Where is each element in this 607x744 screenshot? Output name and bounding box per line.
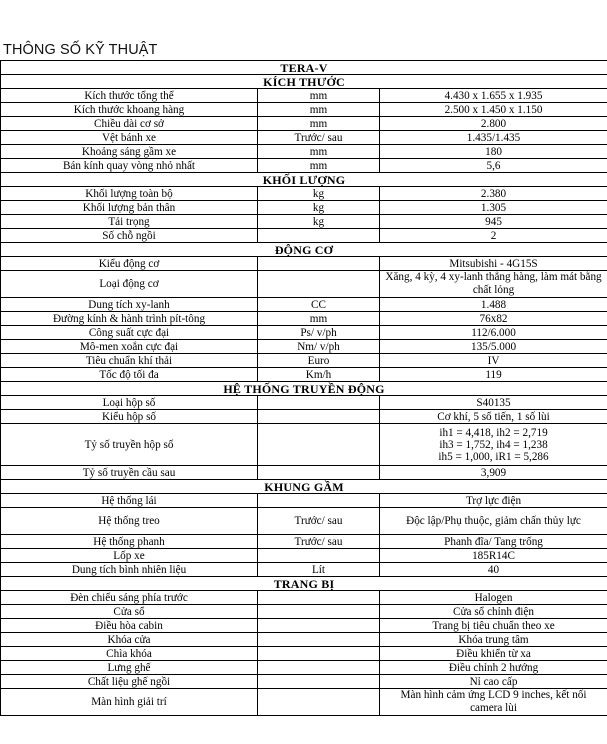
spec-unit: Trước/ sau: [258, 535, 380, 549]
spec-value: Cơ khí, 5 số tiến, 1 số lùi: [380, 410, 607, 424]
spec-row: [1, 187, 607, 201]
spec-row: [1, 535, 607, 549]
spec-unit: [258, 689, 380, 716]
spec-value: 3,909: [380, 466, 607, 480]
section-header-row: [1, 577, 607, 591]
spec-label: Tỷ số truyền hộp số: [1, 424, 258, 466]
spec-value: [380, 424, 607, 466]
section-title: KHUNG GẦM: [1, 480, 607, 494]
spec-value: Độc lập/Phụ thuộc, giảm chấn thủy lực: [380, 508, 607, 535]
section-header-row: [1, 243, 607, 257]
spec-label: Tiêu chuẩn khí thải: [1, 354, 258, 368]
spec-label: Tải trọng: [1, 215, 258, 229]
spec-label: Loại động cơ: [1, 271, 258, 298]
spec-unit: mm: [258, 89, 380, 103]
spec-unit: mm: [258, 145, 380, 159]
spec-row: [1, 633, 607, 647]
spec-row: [1, 312, 607, 326]
spec-unit: [258, 229, 380, 243]
spec-unit: Trước/ sau: [258, 131, 380, 145]
spec-row: [1, 340, 607, 354]
spec-value: Điều chỉnh 2 hướng: [380, 661, 607, 675]
spec-unit: [258, 396, 380, 410]
spec-label: Điều hòa cabin: [1, 619, 258, 633]
spec-label: Khóa cửa: [1, 633, 258, 647]
spec-row: [1, 591, 607, 605]
spec-label: Kiểu động cơ: [1, 257, 258, 271]
spec-unit: [258, 661, 380, 675]
spec-row: [1, 145, 607, 159]
spec-value: Halogen: [380, 591, 607, 605]
spec-unit: [258, 591, 380, 605]
spec-value: 5,6: [380, 159, 607, 173]
spec-unit: [258, 633, 380, 647]
spec-row: [1, 605, 607, 619]
spec-unit: kg: [258, 215, 380, 229]
spec-label: Dung tích xy-lanh: [1, 298, 258, 312]
section-title: KÍCH THƯỚC: [1, 75, 607, 89]
spec-label: Lốp xe: [1, 549, 258, 563]
spec-value: Mitsubishi - 4G15S: [380, 257, 607, 271]
spec-label: Mô-men xoắn cực đại: [1, 340, 258, 354]
spec-label: Chất liệu ghế ngồi: [1, 675, 258, 689]
spec-label: Hệ thống lái: [1, 494, 258, 508]
spec-value: 135/5.000: [380, 340, 607, 354]
spec-unit: Euro: [258, 354, 380, 368]
spec-value: Trang bị tiêu chuẩn theo xe: [380, 619, 607, 633]
spec-row: [1, 89, 607, 103]
spec-label: Kích thước tổng thể: [1, 89, 258, 103]
spec-value: 1.435/1.435: [380, 131, 607, 145]
section-title: KHỐI LƯỢNG: [1, 173, 607, 187]
spec-row: [1, 117, 607, 131]
spec-row: [1, 675, 607, 689]
spec-row: [1, 229, 607, 243]
spec-value: 112/6.000: [380, 326, 607, 340]
spec-row: [1, 103, 607, 117]
spec-value: 2.800: [380, 117, 607, 131]
spec-row: [1, 298, 607, 312]
spec-unit: mm: [258, 312, 380, 326]
spec-value: 76x82: [380, 312, 607, 326]
spec-row: [1, 271, 607, 298]
spec-value: S40135: [380, 396, 607, 410]
spec-table: [0, 60, 607, 716]
spec-label: Chiều dài cơ sở: [1, 117, 258, 131]
spec-row: [1, 354, 607, 368]
spec-label: Số chỗ ngồi: [1, 229, 258, 243]
spec-value: Trợ lực điện: [380, 494, 607, 508]
spec-unit: mm: [258, 159, 380, 173]
spec-unit: Ps/ v/ph: [258, 326, 380, 340]
spec-value: 2.500 x 1.450 x 1.150: [380, 103, 607, 117]
spec-unit: [258, 257, 380, 271]
spec-value: 119: [380, 368, 607, 382]
spec-value: 1.488: [380, 298, 607, 312]
spec-label: Dung tích bình nhiên liệu: [1, 563, 258, 577]
spec-label: Khối lượng toàn bộ: [1, 187, 258, 201]
spec-unit: [258, 466, 380, 480]
spec-label: Vệt bánh xe: [1, 131, 258, 145]
spec-value: IV: [380, 354, 607, 368]
spec-unit: CC: [258, 298, 380, 312]
spec-value: 185R14C: [380, 549, 607, 563]
spec-value: 4.430 x 1.655 x 1.935: [380, 89, 607, 103]
section-header-row: [1, 75, 607, 89]
spec-unit: Km/h: [258, 368, 380, 382]
spec-value: 1.305: [380, 201, 607, 215]
section-title: HỆ THỐNG TRUYỀN ĐỘNG: [1, 382, 607, 396]
spec-table-body: [1, 61, 607, 716]
spec-unit: [258, 647, 380, 661]
spec-row: [1, 424, 607, 466]
spec-row: [1, 201, 607, 215]
spec-value: 40: [380, 563, 607, 577]
spec-label: Hệ thống phanh: [1, 535, 258, 549]
spec-label: Kiểu hộp số: [1, 410, 258, 424]
spec-row: [1, 326, 607, 340]
spec-label: Chìa khóa: [1, 647, 258, 661]
section-header-row: [1, 480, 607, 494]
spec-value-line: ih1 = 4,418, ih2 = 2,719: [439, 426, 548, 439]
spec-unit: mm: [258, 117, 380, 131]
spec-value-line: ih5 = 1,000, iR1 = 5,286: [438, 450, 549, 463]
spec-label: Khoảng sáng gầm xe: [1, 145, 258, 159]
page-title: THÔNG SỐ KỸ THUẬT: [3, 42, 158, 58]
spec-row: [1, 466, 607, 480]
spec-unit: kg: [258, 201, 380, 215]
spec-row: [1, 215, 607, 229]
section-title: TRANG BỊ: [1, 577, 607, 591]
spec-unit: Nm/ v/ph: [258, 340, 380, 354]
spec-row: [1, 257, 607, 271]
spec-value: Màn hình cảm ứng LCD 9 inches, kết nối camera lùi: [380, 689, 607, 716]
spec-row: [1, 563, 607, 577]
spec-row: [1, 619, 607, 633]
spec-label: Đèn chiếu sáng phía trước: [1, 591, 258, 605]
spec-unit: [258, 605, 380, 619]
spec-label: Cửa sổ: [1, 605, 258, 619]
spec-row: [1, 494, 607, 508]
spec-row: [1, 549, 607, 563]
spec-unit: Lít: [258, 563, 380, 577]
spec-row: [1, 647, 607, 661]
spec-unit: [258, 549, 380, 563]
spec-label: Khối lượng bản thân: [1, 201, 258, 215]
spec-value: 180: [380, 145, 607, 159]
section-title: ĐỘNG CƠ: [1, 243, 607, 257]
spec-row: [1, 410, 607, 424]
section-header-row: [1, 173, 607, 187]
spec-value: 945: [380, 215, 607, 229]
spec-label: Loại hộp số: [1, 396, 258, 410]
spec-value: Nỉ cao cấp: [380, 675, 607, 689]
spec-unit: [258, 619, 380, 633]
spec-label: Tốc độ tối đa: [1, 368, 258, 382]
spec-label: Bán kính quay vòng nhỏ nhất: [1, 159, 258, 173]
spec-unit: [258, 410, 380, 424]
spec-label: Tỷ số truyền cầu sau: [1, 466, 258, 480]
spec-value-line: ih3 = 1,752, ih4 = 1,238: [439, 438, 548, 451]
model-name: TERA-V: [1, 61, 607, 75]
spec-value: Phanh đĩa/ Tang trống: [380, 535, 607, 549]
spec-row: [1, 131, 607, 145]
spec-value: Điều khiển từ xa: [380, 647, 607, 661]
spec-label: Kích thước khoang hàng: [1, 103, 258, 117]
spec-unit: [258, 675, 380, 689]
spec-label: Công suất cực đại: [1, 326, 258, 340]
spec-label: Màn hình giải trí: [1, 689, 258, 716]
spec-value: Khóa trung tâm: [380, 633, 607, 647]
spec-value: Xăng, 4 kỳ, 4 xy-lanh thẳng hàng, làm mát bằng chất lỏng: [380, 271, 607, 298]
spec-unit: [258, 271, 380, 298]
spec-row: [1, 508, 607, 535]
spec-value: 2.380: [380, 187, 607, 201]
spec-unit: [258, 424, 380, 466]
spec-label: Lưng ghế: [1, 661, 258, 675]
spec-row: [1, 396, 607, 410]
spec-row: [1, 661, 607, 675]
spec-row: [1, 368, 607, 382]
spec-row: [1, 159, 607, 173]
spec-unit: Trước/ sau: [258, 508, 380, 535]
model-row: [1, 61, 607, 75]
spec-value: Cửa sổ chỉnh điện: [380, 605, 607, 619]
spec-unit: kg: [258, 187, 380, 201]
spec-unit: [258, 494, 380, 508]
spec-row: [1, 689, 607, 716]
spec-label: Đường kính & hành trình pít-tông: [1, 312, 258, 326]
spec-label: Hệ thống treo: [1, 508, 258, 535]
section-header-row: [1, 382, 607, 396]
spec-value: 2: [380, 229, 607, 243]
spec-unit: mm: [258, 103, 380, 117]
